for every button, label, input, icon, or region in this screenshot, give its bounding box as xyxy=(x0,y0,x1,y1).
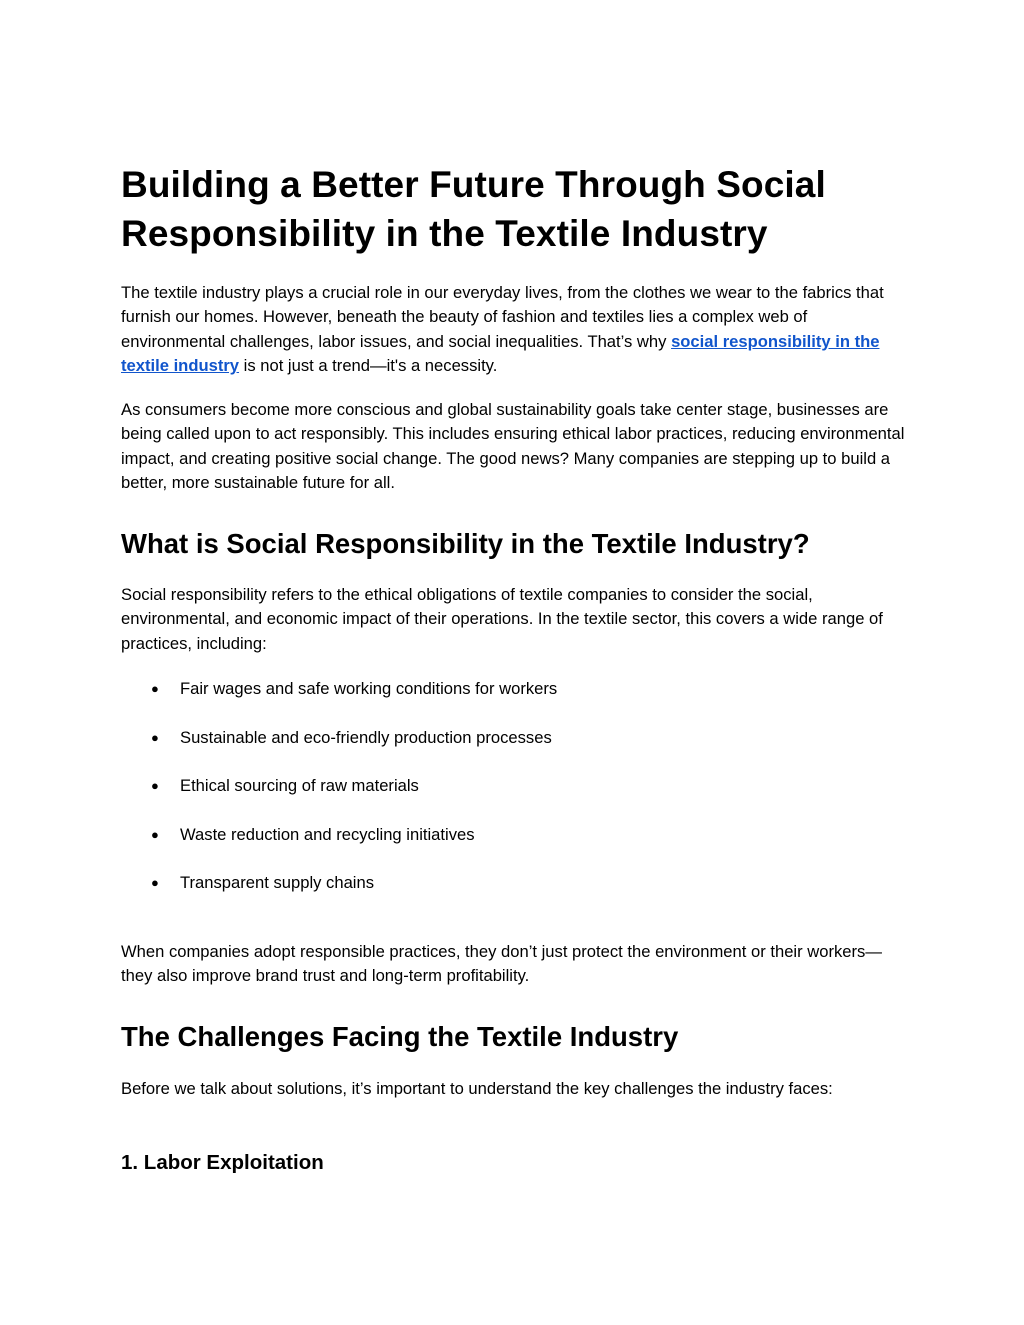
intro-text-after-link: is not just a trend—it's a necessity. xyxy=(239,356,498,376)
responsible-practices-paragraph: When companies adopt responsible practices, they don’t just protect the environment or their workers—they also improve brand trust and long-term profitability. xyxy=(121,942,882,986)
list-item: ● Fair wages and safe working conditions for workers xyxy=(121,677,821,726)
practices-list xyxy=(121,677,821,920)
list-item: ● Ethical sourcing of raw materials xyxy=(121,774,821,823)
section-heading-what-is: What is Social Responsibility in the Textile Industry? xyxy=(121,528,810,559)
bullet-icon: ● xyxy=(151,778,159,794)
list-item: ● Waste reduction and recycling initiatives xyxy=(121,823,821,872)
section-heading-challenges: The Challenges Facing the Textile Industry xyxy=(121,1021,679,1052)
consumers-paragraph: As consumers become more conscious and global sustainability goals take center stage, businesses are being called upon to act responsibly. This includes ensuring ethical labor practices, reducing environmental impact, and creating positive social change. The good news? Many companies are stepping up to build a better, more sustainable future for all. xyxy=(121,400,905,493)
bullet-icon: ● xyxy=(151,729,159,745)
bullet-icon: ● xyxy=(151,681,159,696)
intro-paragraph xyxy=(121,281,911,379)
subheading-labor-exploitation: 1. Labor Exploitation xyxy=(121,1151,324,1174)
social-responsibility-link[interactable]: social responsibility in the textile industry xyxy=(121,331,880,376)
intro-text-before-link: The textile industry plays a crucial role in our everyday lives, from the clothes we wear to the fabrics that furnish our homes. However, beneath the beauty of fashion and textiles lies a complex web of environmental challenges, labor issues, and social inequalities. That’s why xyxy=(121,283,884,351)
definition-paragraph: Social responsibility refers to the ethical obligations of textile companies to consider the social, environmental, and economic impact of their operations. In the textile sector, this covers a wide range of practices, including: xyxy=(121,585,883,653)
list-item: ● Transparent supply chains xyxy=(121,871,821,920)
list-item: ● Sustainable and eco-friendly production processes xyxy=(121,726,821,775)
challenges-intro-paragraph: Before we talk about solutions, it’s important to understand the key challenges the industry faces: xyxy=(121,1079,833,1098)
bullet-icon: ● xyxy=(151,826,159,842)
bullet-icon: ● xyxy=(151,875,159,891)
document-title: Building a Better Future Through Social Responsibility in the Textile Industry xyxy=(121,164,826,254)
